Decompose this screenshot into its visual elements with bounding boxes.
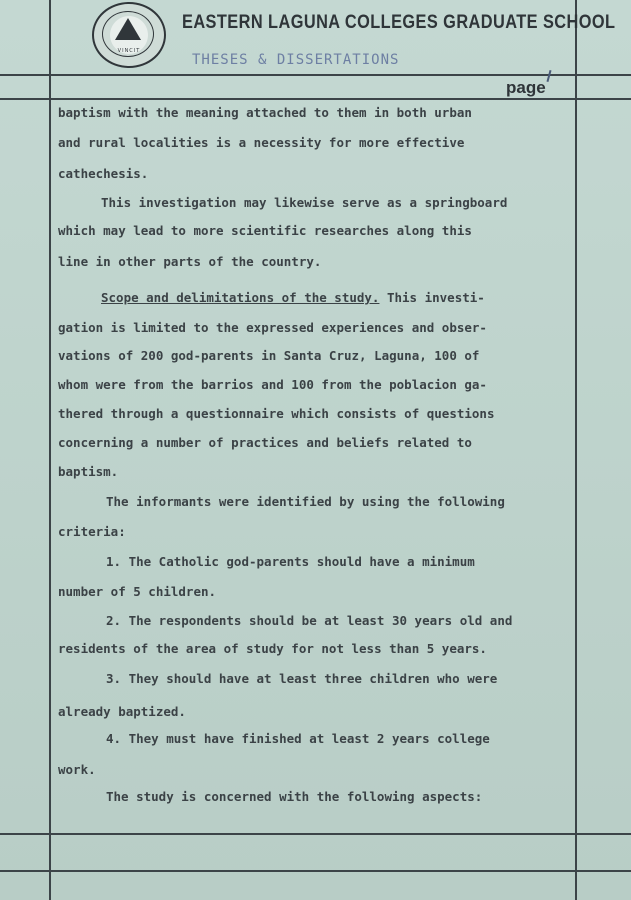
section-heading: Scope and delimitations of the study. bbox=[101, 290, 380, 305]
school-name: EASTERN LAGUNA COLLEGES GRADUATE SCHOOL bbox=[182, 12, 616, 33]
text-fragment: This investi- bbox=[379, 290, 485, 305]
text-line: criteria: bbox=[58, 524, 126, 539]
text-line: baptism with the meaning attached to them in both urban bbox=[58, 105, 472, 120]
right-margin-rule bbox=[575, 0, 577, 900]
header-rule-bottom bbox=[0, 98, 631, 100]
footer-rule-top bbox=[0, 833, 631, 835]
text-line: The informants were identified by using the following bbox=[106, 494, 505, 509]
text-line: residents of the area of study for not less than 5 years. bbox=[58, 641, 487, 656]
text-line: already baptized. bbox=[58, 704, 186, 719]
left-margin-rule bbox=[49, 0, 51, 900]
page-label: page bbox=[506, 78, 546, 97]
list-item: 3. They should have at least three children who were bbox=[106, 671, 498, 686]
text-line: number of 5 children. bbox=[58, 584, 217, 599]
college-seal-logo: VINCIT bbox=[92, 2, 166, 68]
text-line: whom were from the barrios and 100 from the poblacion ga- bbox=[58, 377, 487, 392]
footer-rule-bottom bbox=[0, 870, 631, 872]
text-line: This investigation may likewise serve as a springboard bbox=[101, 195, 508, 210]
text-line: baptism. bbox=[58, 464, 119, 479]
text-line: and rural localities is a necessity for more effective bbox=[58, 135, 465, 150]
text-line: concerning a number of practices and beliefs related to bbox=[58, 435, 472, 450]
text-line: The study is concerned with the following aspects: bbox=[106, 789, 483, 804]
collection-subtitle: THESES & DISSERTATIONS bbox=[192, 52, 400, 68]
list-item: 2. The respondents should be at least 30 years old and bbox=[106, 613, 513, 628]
list-item: 4. They must have finished at least 2 years college bbox=[106, 731, 490, 746]
text-line: which may lead to more scientific researches along this bbox=[58, 223, 472, 238]
page-number-mark bbox=[546, 70, 551, 82]
text-line: thered through a questionnaire which consists of questions bbox=[58, 406, 495, 421]
text-line: vations of 200 god-parents in Santa Cruz, Laguna, 100 of bbox=[58, 348, 480, 363]
text-line: cathechesis. bbox=[58, 166, 149, 181]
text-line: line in other parts of the country. bbox=[58, 254, 322, 269]
text-line: work. bbox=[58, 762, 96, 777]
section-heading-line bbox=[101, 290, 485, 305]
text-line: gation is limited to the expressed experiences and obser- bbox=[58, 320, 487, 335]
list-item: 1. The Catholic god-parents should have a minimum bbox=[106, 554, 475, 569]
header-rule-top bbox=[0, 74, 631, 76]
